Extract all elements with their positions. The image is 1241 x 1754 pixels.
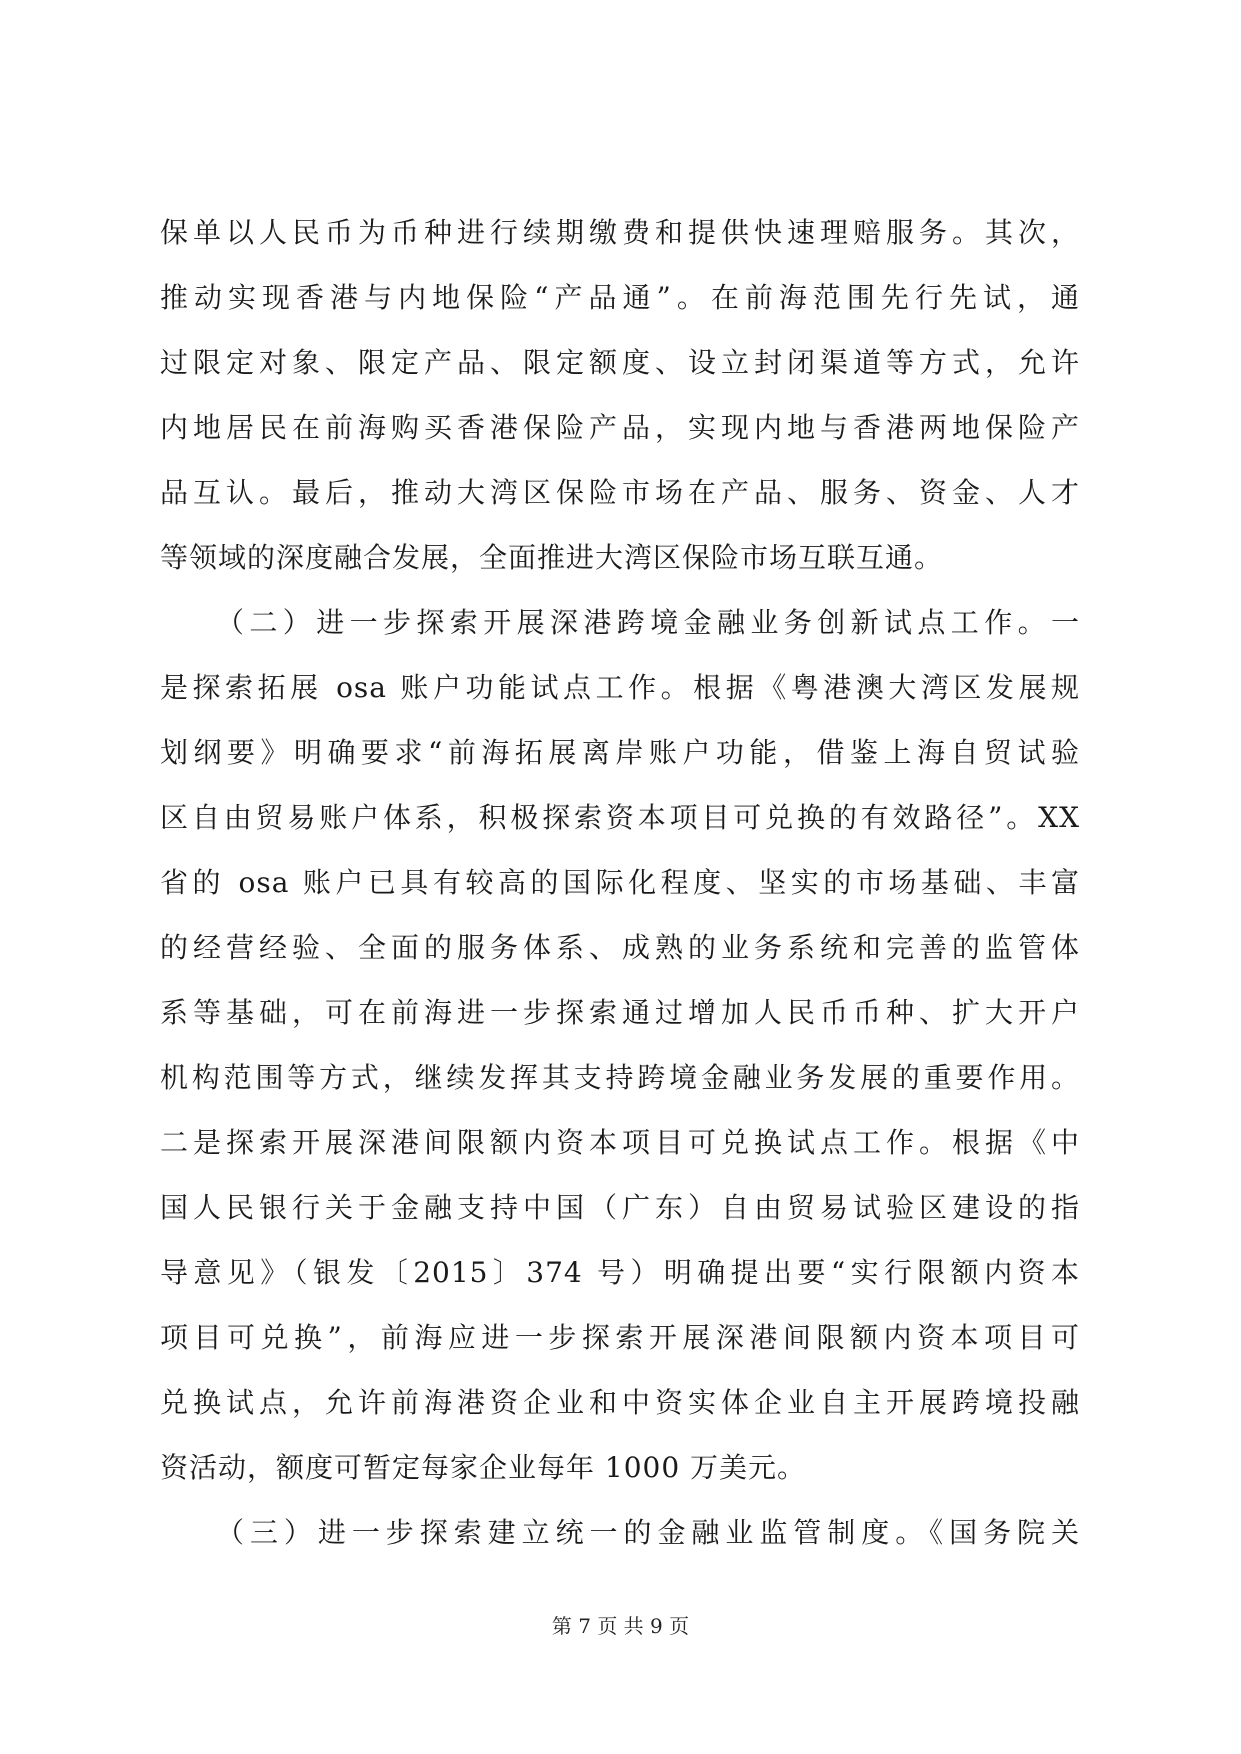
text-line: （三）进一步探索建立统一的金融业监管制度。《国务院关: [216, 1516, 1080, 1549]
text-line: 项目可兑换”，前海应进一步探索开展深港间限额内资本项目可: [160, 1321, 1080, 1354]
text-line: 等领域的深度融合发展，全面推进大湾区保险市场互联互通。: [160, 541, 944, 574]
text-line: 划纲要》明确要求“前海拓展离岸账户功能，借鉴上海自贸试验: [160, 736, 1080, 769]
body-text: [160, 200, 1080, 1565]
text-line: 兑换试点，允许前海港资企业和中资实体企业自主开展跨境投融: [160, 1386, 1080, 1419]
text-line: 二是探索开展深港间限额内资本项目可兑换试点工作。根据《中: [160, 1126, 1080, 1159]
text-line: 导意见》（银发〔2015〕374 号）明确提出要“实行限额内资本: [160, 1256, 1080, 1289]
text-line: 省的 osa 账户已具有较高的国际化程度、坚实的市场基础、丰富: [160, 866, 1080, 899]
text-line: 机构范围等方式，继续发挥其支持跨境金融业务发展的重要作用。: [160, 1061, 1080, 1094]
text-line: 区自由贸易账户体系，积极探索资本项目可兑换的有效路径”。XX: [160, 801, 1080, 834]
text-line: 资活动，额度可暂定每家企业每年 1000 万美元。: [160, 1451, 807, 1484]
text-line: 系等基础，可在前海进一步探索通过增加人民币币种、扩大开户: [160, 996, 1080, 1029]
page-number-footer: 第 7 页 共 9 页: [551, 1614, 690, 1638]
text-line: 过限定对象、限定产品、限定额度、设立封闭渠道等方式，允许: [160, 346, 1080, 379]
text-line: 保单以人民币为币种进行续期缴费和提供快速理赔服务。其次，: [160, 216, 1080, 249]
text-line: 品互认。最后，推动大湾区保险市场在产品、服务、资金、人才: [160, 476, 1080, 509]
text-line: 的经营经验、全面的服务体系、成熟的业务系统和完善的监管体: [160, 931, 1080, 964]
text-line: 国人民银行关于金融支持中国（广东）自由贸易试验区建设的指: [160, 1191, 1080, 1224]
text-line: （二）进一步探索开展深港跨境金融业务创新试点工作。一: [216, 606, 1080, 639]
text-line: 是探索拓展 osa 账户功能试点工作。根据《粤港澳大湾区发展规: [160, 671, 1080, 704]
text-line: 内地居民在前海购买香港保险产品，实现内地与香港两地保险产: [160, 411, 1080, 444]
text-line: 推动实现香港与内地保险“产品通”。在前海范围先行先试，通: [160, 281, 1080, 314]
